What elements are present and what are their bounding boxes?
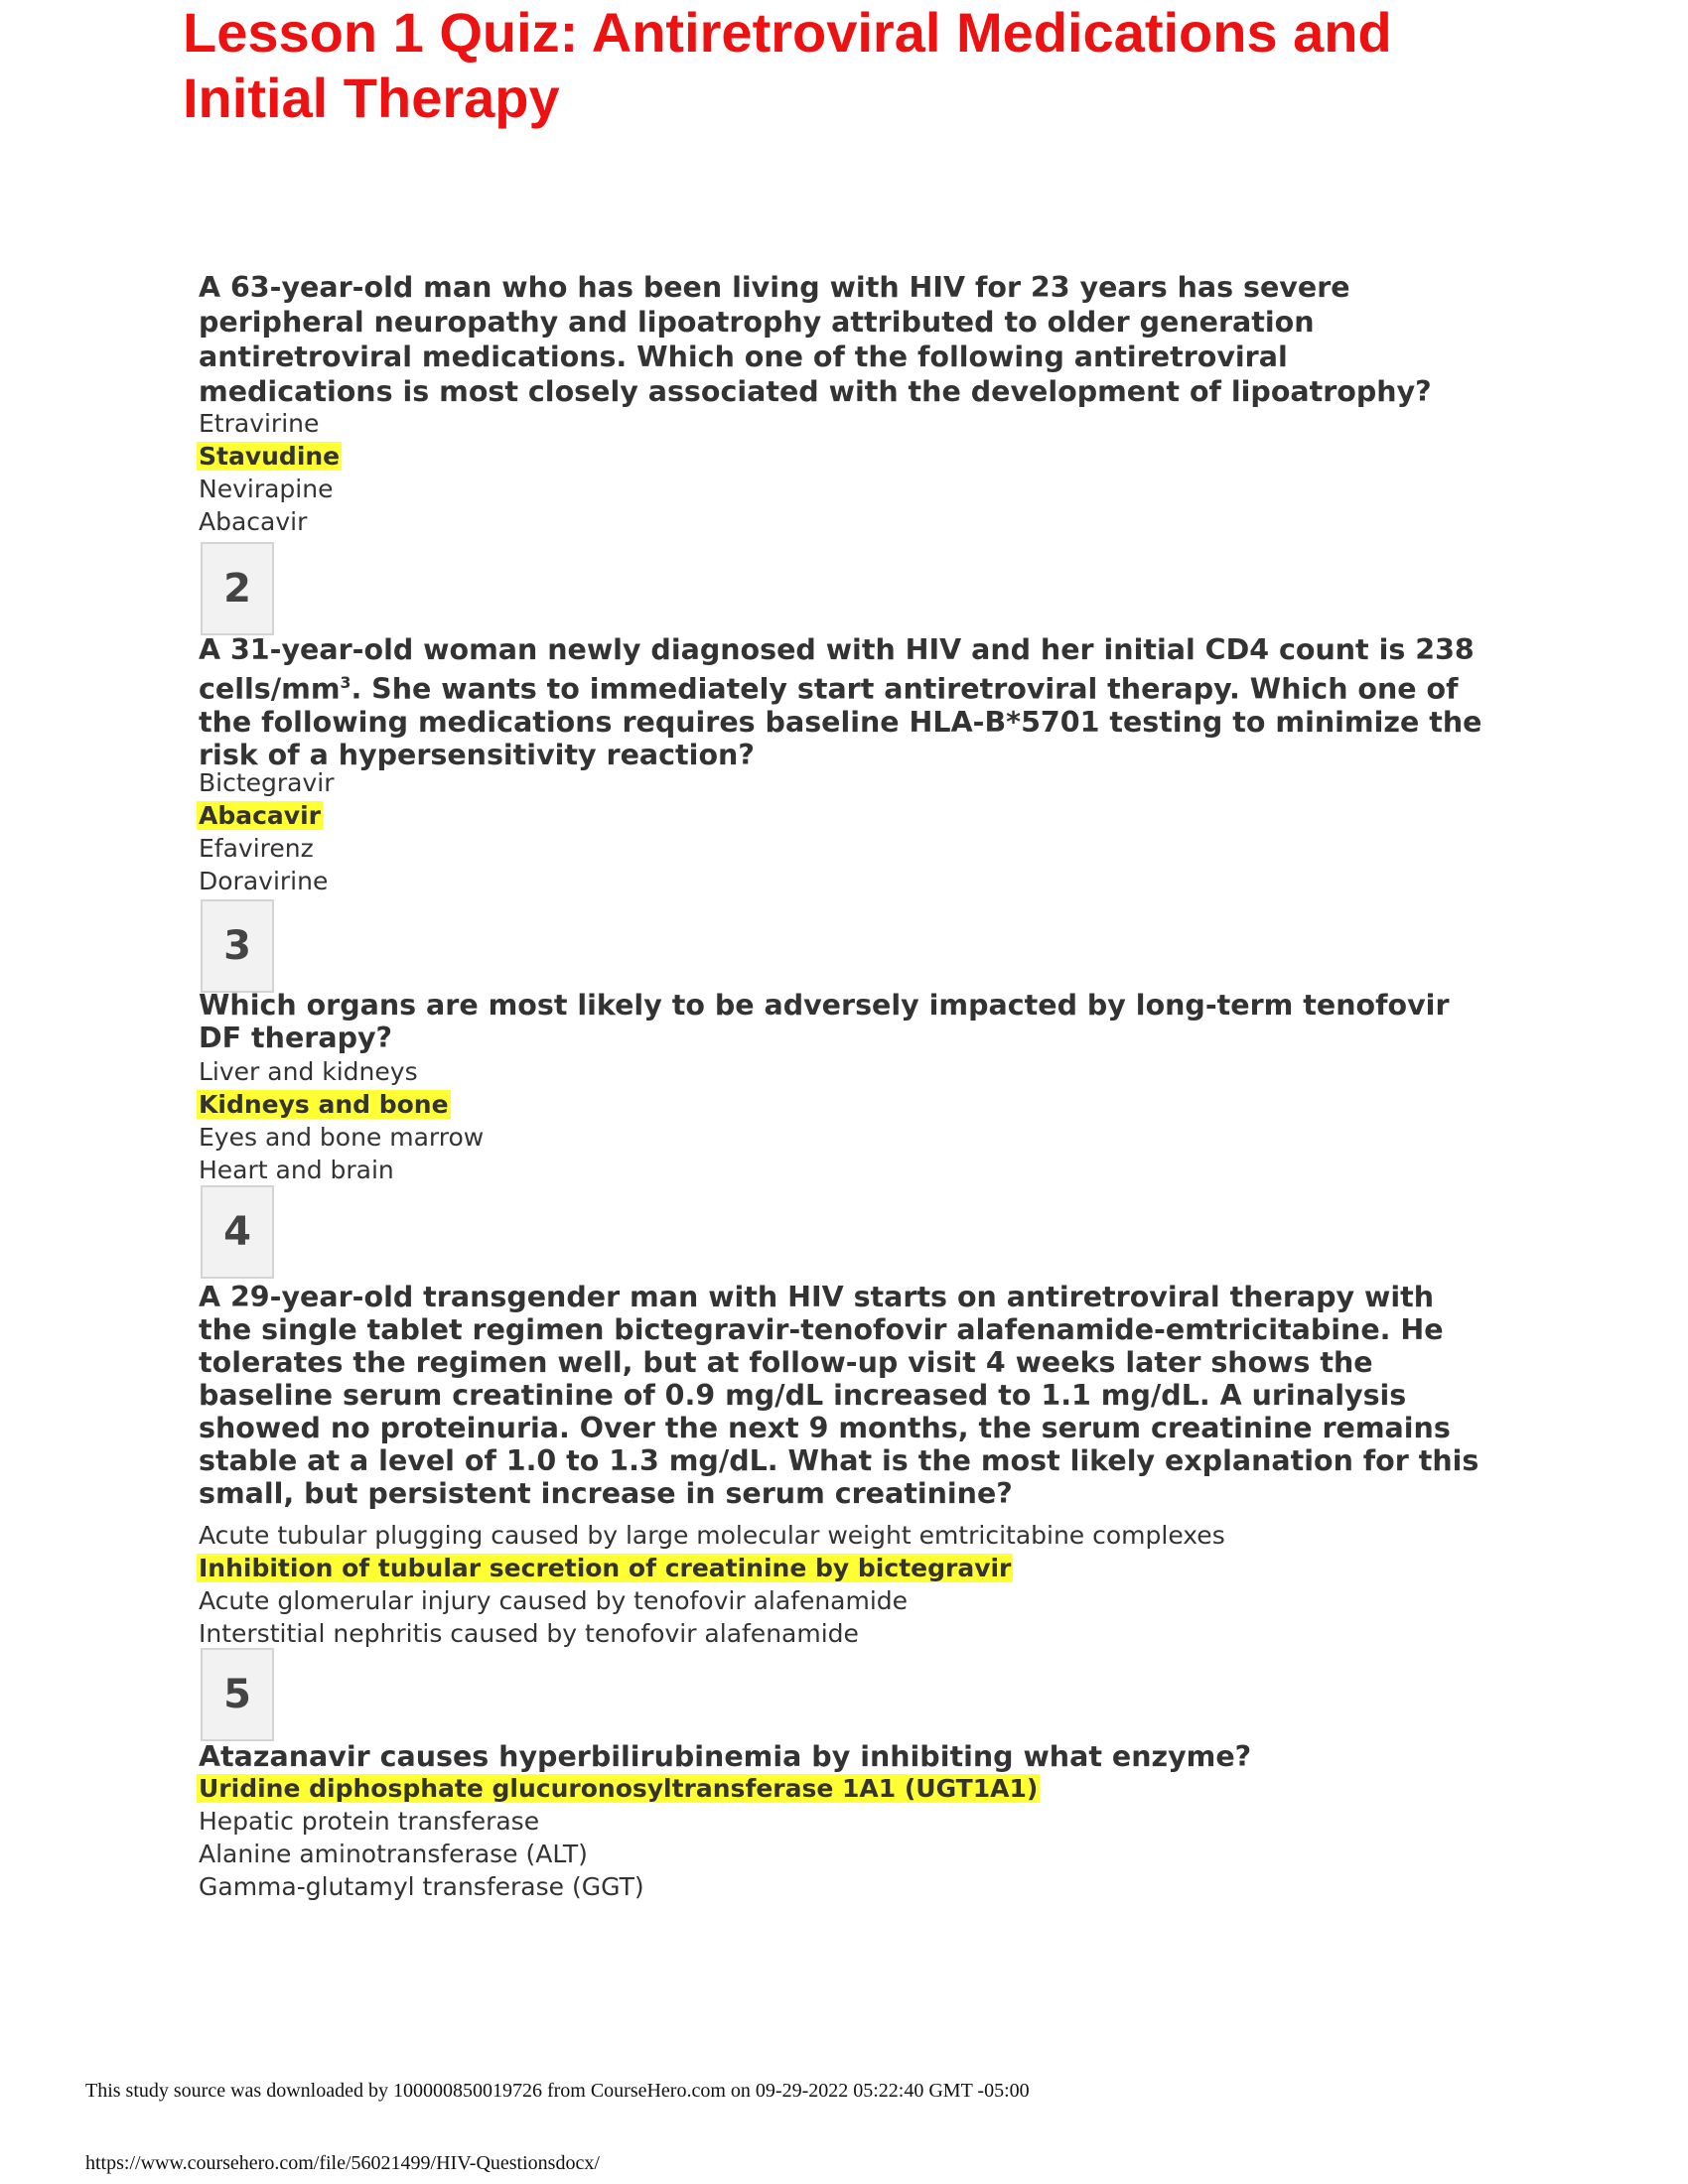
option-correct[interactable]: Uridine diphosphate glucuronosyltransferase 1A1 (UGT1A1) — [199, 1774, 1039, 1803]
question-number-badge: 4 — [201, 1185, 274, 1279]
option[interactable]: Gamma-glutamyl transferase (GGT) — [199, 1872, 644, 1901]
question-3-options — [199, 1055, 1489, 1186]
option[interactable]: Interstitial nephritis caused by tenofovir alafenamide — [199, 1619, 859, 1648]
option[interactable]: Acute tubular plugging caused by large molecular weight emtricitabine complexes — [199, 1521, 1225, 1550]
option-correct[interactable]: Stavudine — [199, 442, 341, 471]
option[interactable]: Nevirapine — [199, 475, 334, 503]
page-title: Lesson 1 Quiz: Antiretroviral Medications and Initial Therapy — [183, 1, 1392, 129]
option[interactable]: Bictegravir — [199, 768, 335, 797]
question-5-text: Atazanavir causes hyperbilirubinemia by inhibiting what enzyme? — [199, 1740, 1252, 1773]
option-correct[interactable]: Kidneys and bone — [199, 1090, 449, 1119]
question-1-options — [199, 407, 1489, 538]
option[interactable]: Abacavir — [199, 507, 308, 536]
question-2-text: A 31-year-old woman newly diagnosed with HIV and her initial CD4 count is 238 cells/$mm^3$. She wants to immediately start antiretroviral therapy. Which one of the following medications requires baseline HLA-B*5701 testing to minimize the risk of a hypersensitivity reaction? — [199, 633, 1482, 771]
question-3-text: Which organs are most likely to be adversely impacted by long-term tenofovir DF therapy? — [199, 989, 1450, 1054]
option[interactable]: Liver and kidneys — [199, 1057, 418, 1086]
option[interactable]: Alanine aminotransferase (ALT) — [199, 1840, 588, 1868]
question-number-badge: 3 — [201, 899, 274, 993]
question-1-text: A 63-year-old man who has been living with HIV for 23 years has severe peripheral neuropathy and lipoatrophy attributed to older generation antiretroviral medications. Which one of the following antiretroviral medications is most closely associated with the development of lipoatrophy? — [199, 271, 1432, 408]
option[interactable]: Hepatic protein transferase — [199, 1807, 540, 1836]
option[interactable]: Eyes and bone marrow — [199, 1123, 485, 1152]
source-url[interactable]: https://www.coursehero.com/file/56021499/HIV-Questionsdocx/ — [85, 2152, 600, 2174]
option-correct[interactable]: Abacavir — [199, 801, 321, 830]
option[interactable]: Efavirenz — [199, 834, 314, 863]
question-2-options — [199, 766, 1489, 897]
question-5-options — [199, 1772, 1489, 1903]
question-4-options — [199, 1519, 1489, 1650]
question-4-text: A 29-year-old transgender man with HIV starts on antiretroviral therapy with the single tablet regimen bictegravir-tenofovir alafenamide-emtricitabine. He tolerates the regimen well, but at follow-up visit 4 weeks later shows the baseline serum creatinine of 0.9 mg/dL increased to 1.1 mg/dL. A urinalysis showed no proteinuria. Over the next 9 months, the serum creatinine remains stable at a level of 1.0 to 1.3 mg/dL. What is the most likely explanation for this small, but persistent increase in serum creatinine? — [199, 1281, 1479, 1510]
source-notice: This study source was downloaded by 100000850019726 from CourseHero.com on 09-29-2022 05:22:40 GMT -05:00 — [85, 2080, 1030, 2102]
question-number-badge: 5 — [201, 1648, 274, 1741]
option[interactable]: Heart and brain — [199, 1156, 394, 1184]
option-correct[interactable]: Inhibition of tubular secretion of creatinine by bictegravir — [199, 1554, 1012, 1582]
option[interactable]: Acute glomerular injury caused by tenofovir alafenamide — [199, 1586, 909, 1615]
question-number-badge: 2 — [201, 542, 274, 635]
option[interactable]: Etravirine — [199, 409, 320, 438]
option[interactable]: Doravirine — [199, 867, 329, 895]
